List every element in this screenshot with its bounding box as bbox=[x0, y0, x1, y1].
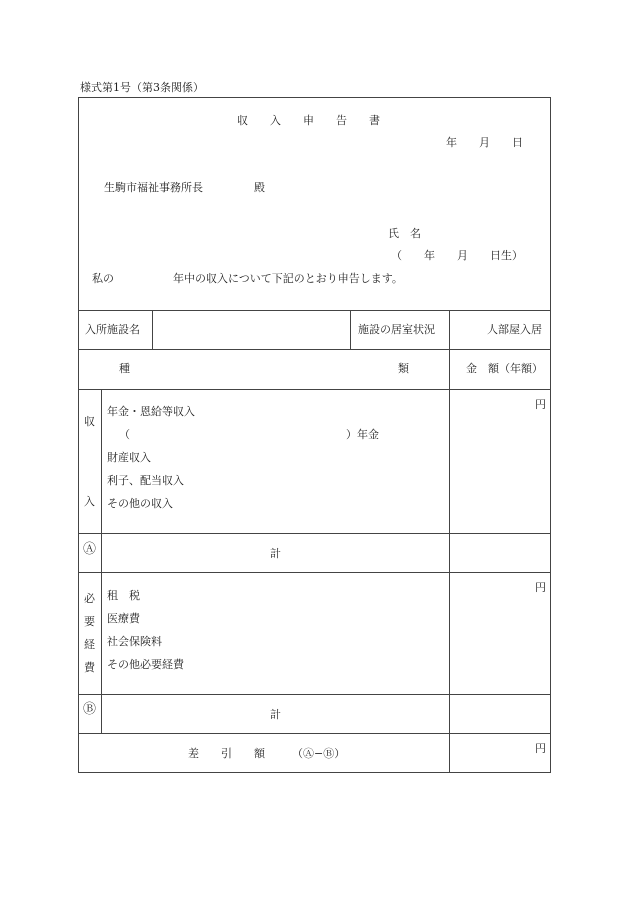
expense-item: その他必要経費 bbox=[107, 658, 184, 671]
expense-side-label: 要 bbox=[84, 615, 95, 628]
income-side-label-top: 収 bbox=[84, 415, 95, 428]
form-frame bbox=[78, 97, 551, 773]
expense-unit: 円 bbox=[535, 581, 546, 594]
difference-unit: 円 bbox=[535, 742, 546, 755]
income-unit: 円 bbox=[535, 398, 546, 411]
rule-difference-top bbox=[78, 733, 551, 734]
honorific: 殿 bbox=[254, 181, 265, 194]
income-item: 財産収入 bbox=[107, 451, 151, 464]
income-item: 年金・恩給等収入 bbox=[107, 405, 195, 418]
rule-income-top bbox=[78, 389, 551, 390]
income-side-label-bottom: 入 bbox=[84, 495, 95, 508]
type-header-right: 類 bbox=[398, 362, 409, 375]
type-header-left: 種 bbox=[119, 362, 130, 375]
name-label: 氏 名 bbox=[388, 227, 421, 240]
expense-item: 医療費 bbox=[107, 612, 140, 625]
income-mark-a: Ⓐ bbox=[83, 542, 97, 557]
rule-expense-total bbox=[78, 694, 551, 695]
rule-income-total bbox=[78, 533, 551, 534]
rule-facility-status bbox=[350, 310, 351, 349]
expense-total-label: 計 bbox=[270, 708, 281, 721]
declaration-text: 年中の収入について下記のとおり申告します。 bbox=[173, 272, 403, 285]
room-status-value: 人部屋入居 bbox=[487, 323, 542, 336]
expense-side-label: 経 bbox=[84, 638, 95, 651]
birth-date-line: （ 年 月 日生） bbox=[391, 249, 523, 262]
income-total-label: 計 bbox=[270, 547, 281, 560]
difference-formula: （Ⓐ−Ⓑ） bbox=[292, 747, 346, 760]
income-item: 利子、配当収入 bbox=[107, 474, 184, 487]
date-line: 年 月 日 bbox=[446, 136, 523, 149]
rule-facility-top bbox=[78, 310, 551, 311]
expense-side-label: 費 bbox=[84, 661, 95, 674]
rule-header-top bbox=[78, 349, 551, 350]
facility-name-label: 入所施設名 bbox=[85, 323, 140, 336]
rule-expense-top bbox=[78, 572, 551, 573]
form-number: 様式第1号（第3条関係） bbox=[80, 81, 204, 94]
pension-open-paren: （ bbox=[119, 428, 130, 441]
rule-facility-label bbox=[152, 310, 153, 349]
expense-mark-b: Ⓑ bbox=[83, 702, 97, 717]
rule-side-column bbox=[101, 389, 102, 734]
pension-close-paren: ）年金 bbox=[346, 428, 379, 441]
difference-label: 差 引 額 bbox=[188, 747, 265, 760]
declaration-prefix: 私の bbox=[92, 272, 114, 285]
form-title: 収 入 申 告 書 bbox=[237, 114, 380, 127]
addressee: 生駒市福祉事務所長 bbox=[104, 181, 203, 194]
amount-header: 金 額（年額） bbox=[466, 362, 543, 375]
expense-item: 社会保険料 bbox=[107, 635, 162, 648]
expense-side-label: 必 bbox=[84, 592, 95, 605]
room-status-label: 施設の居室状況 bbox=[358, 323, 435, 336]
income-item: その他の収入 bbox=[107, 497, 173, 510]
rule-amount-column bbox=[449, 310, 450, 773]
expense-item: 租 税 bbox=[107, 589, 140, 602]
